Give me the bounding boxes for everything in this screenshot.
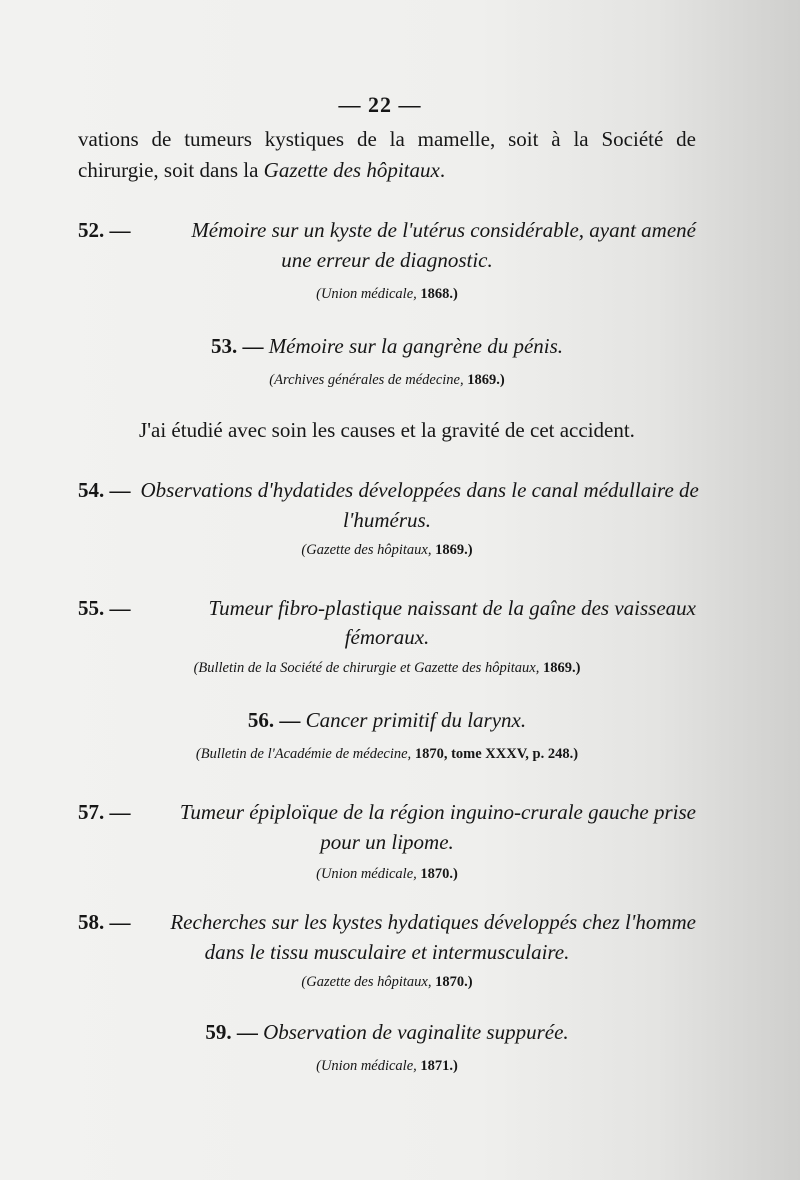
entry-58-title: Recherches sur les kystes hydatiques développés chez l'homme xyxy=(170,910,696,934)
entry-52-source-journal: (Union médicale, xyxy=(316,286,417,302)
entry-57-line-2: pour un lipome. xyxy=(320,830,454,854)
intro-text: vations de tumeurs kystiques de la mamelle, soit à la Société de chirurgie, soit dans la xyxy=(78,127,696,182)
entry-59-source xyxy=(78,1058,696,1075)
entry-55-line-1 xyxy=(78,596,696,621)
entry-59-line-1 xyxy=(78,1020,696,1045)
entry-57-title: Tumeur épiploïque de la région inguino-crurale gauche prise xyxy=(179,800,696,824)
entry-54-source xyxy=(78,542,696,559)
entry-59-number: 59. — xyxy=(205,1020,258,1044)
entry-57-source xyxy=(78,866,696,883)
entry-58-number: 58. — xyxy=(78,910,131,934)
entry-53-source-journal: (Archives générales de médecine, xyxy=(269,372,464,388)
entry-52-source xyxy=(78,286,696,303)
entry-55-line-2: fémoraux. xyxy=(344,625,430,649)
entry-59-source-journal: (Union médicale, xyxy=(316,1058,417,1074)
entry-52-source-year: 1868.) xyxy=(420,286,458,302)
intro-journal: Gazette des hôpitaux xyxy=(263,158,440,182)
entry-53-title: Mémoire sur la gangrène du pénis. xyxy=(268,334,564,358)
entry-58-source-year: 1870.) xyxy=(435,974,473,990)
entry-52-line-1 xyxy=(78,218,696,243)
entry-53-number: 53. — xyxy=(210,334,264,358)
entry-59-source-year: 1871.) xyxy=(420,1058,458,1074)
entry-56-source-journal: (Bulletin de l'Académie de médecine, xyxy=(195,746,412,762)
entry-55-source-year: 1869.) xyxy=(542,660,581,676)
entry-52-title: Mémoire sur un kyste de l'utérus considérable, ayant amené xyxy=(191,218,696,242)
entry-56-line-1 xyxy=(78,708,696,733)
intro-end: . xyxy=(439,158,446,182)
entry-54-title: Observations d'hydatides développées dans le canal médullaire de xyxy=(140,478,699,502)
entry-53-line-1 xyxy=(78,334,696,359)
entry-56-source-year: 1870, tome XXXV, p. 248.) xyxy=(414,746,579,762)
entry-56-number: 56. — xyxy=(247,708,301,732)
entry-55-title: Tumeur fibro-plastique naissant de la gaîne des vaisseaux xyxy=(208,596,696,620)
entry-57-line-1 xyxy=(78,800,696,825)
entry-56-title: Cancer primitif du larynx. xyxy=(305,708,527,732)
entry-54-line-2: l'humérus. xyxy=(343,508,431,532)
entry-57-source-journal: (Union médicale, xyxy=(316,866,417,882)
entry-54-number: 54. — xyxy=(78,478,131,502)
entry-53-source-year: 1869.) xyxy=(467,372,505,388)
entry-59-title: Observation de vaginalite suppurée. xyxy=(263,1020,569,1044)
entry-54-line-1 xyxy=(78,478,699,503)
page-number: — 22 — xyxy=(338,92,422,117)
entry-55-source-journal: (Bulletin de la Société de chirurgie et Gazette des hôpitaux, xyxy=(193,660,540,676)
entry-55-source xyxy=(78,660,696,677)
entry-54-source-journal: (Gazette des hôpitaux, xyxy=(301,542,432,558)
entry-52-number: 52. — xyxy=(78,218,131,242)
entry-57-source-year: 1870.) xyxy=(420,866,458,882)
entry-58-source-journal: (Gazette des hôpitaux, xyxy=(301,974,432,990)
entry-53-source xyxy=(78,372,696,389)
intro-paragraph xyxy=(78,124,696,186)
entry-54-source-year: 1869.) xyxy=(435,542,473,558)
entry-58-source xyxy=(78,974,696,991)
entry-55-number: 55. — xyxy=(78,596,131,620)
entry-56-source xyxy=(78,746,696,763)
entry-57-number: 57. — xyxy=(78,800,131,824)
entry-58-line-1 xyxy=(78,910,696,935)
note-paragraph: J'ai étudié avec soin les causes et la gravité de cet accident. xyxy=(139,418,635,442)
entry-58-line-2: dans le tissu musculaire et intermusculaire. xyxy=(204,940,570,964)
entry-52-line-2: une erreur de diagnostic. xyxy=(281,248,493,272)
